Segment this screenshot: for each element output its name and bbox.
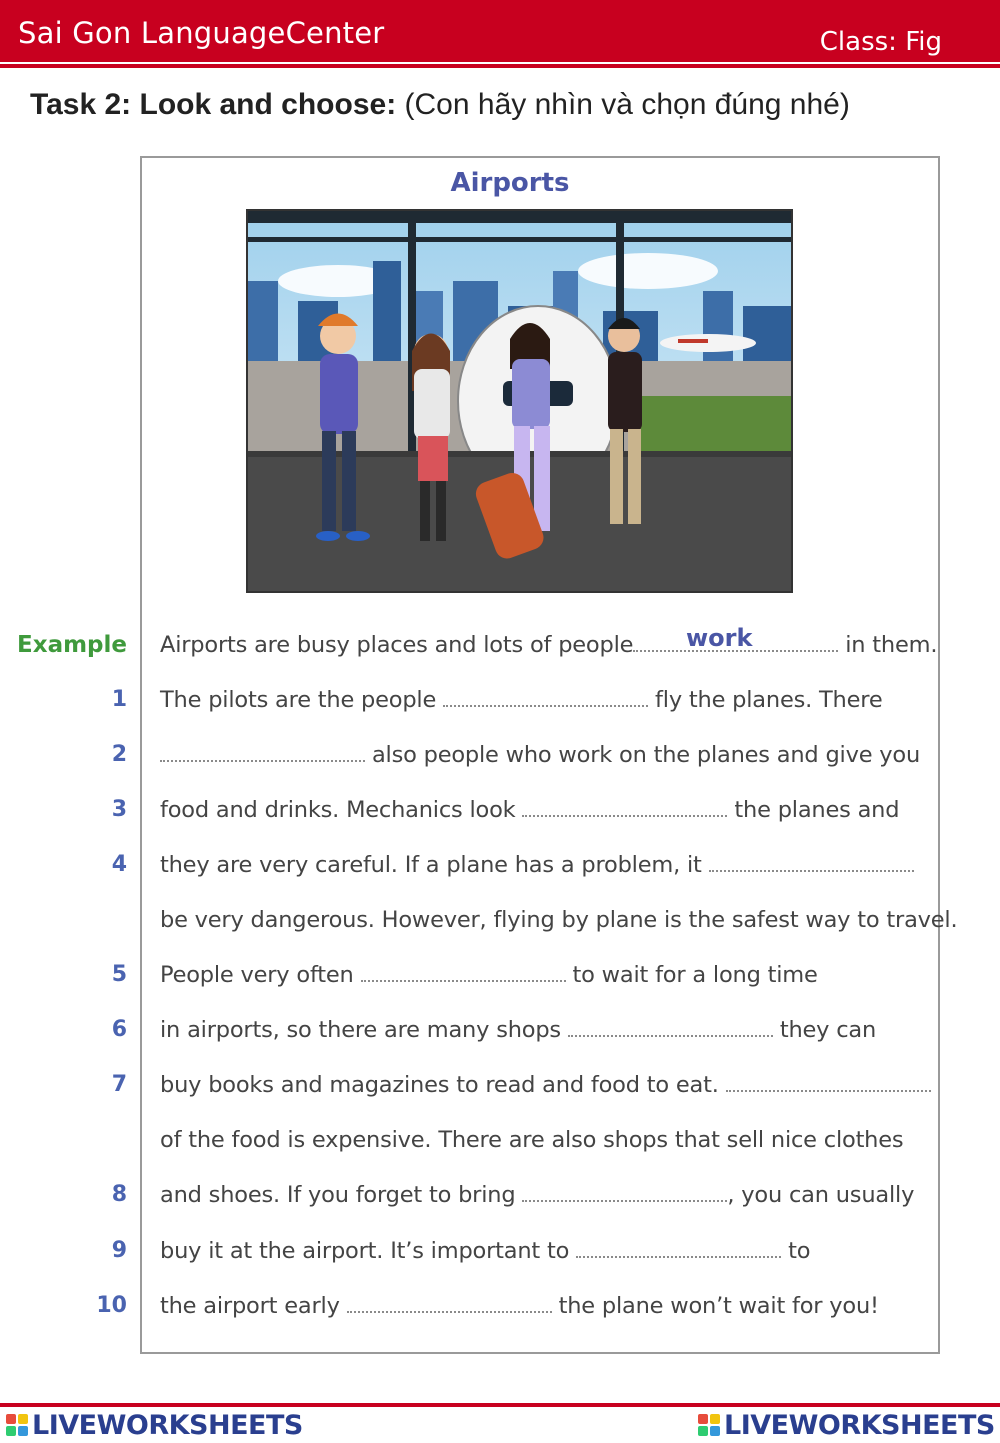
passage-text-before: The pilots are the people <box>160 687 444 713</box>
passage-text-after: they can <box>772 1017 877 1043</box>
passage-line <box>160 1293 879 1319</box>
passage-text-before: buy books and magazines to read and food to eat. <box>160 1072 726 1098</box>
passage-text-before: they are very careful. If a plane has a problem, it <box>160 852 709 878</box>
question-number: 9 <box>111 1238 127 1263</box>
passage-title: Airports <box>450 168 570 198</box>
header-divider <box>0 64 1000 68</box>
passage-line <box>160 852 914 878</box>
passage-text-after: , you can usually <box>727 1182 915 1208</box>
passage-text-after: the plane won’t wait for you! <box>551 1293 879 1319</box>
answer-blank[interactable] <box>709 854 914 872</box>
footer-brand-left <box>6 1408 303 1442</box>
task-title-instruction: (Con hãy nhìn và chọn đúng nhé) <box>396 88 850 121</box>
passage-line <box>160 907 957 933</box>
task-title-bold: Task 2: Look and choose: <box>30 88 397 121</box>
passage-text-before: the airport early <box>160 1293 347 1319</box>
passage-text-before: food and drinks. Mechanics look <box>160 797 523 823</box>
class-label: Class: Fig <box>819 27 942 57</box>
answer-blank[interactable] <box>160 744 365 762</box>
example-answer: work <box>686 624 753 652</box>
passage-text-before: buy it at the airport. It’s important to <box>160 1238 577 1264</box>
example-label: Example <box>17 632 127 658</box>
answer-blank[interactable] <box>443 689 648 707</box>
passage-text-after: to <box>781 1238 811 1264</box>
answer-blank[interactable] <box>726 1074 931 1092</box>
footer-brand-right <box>698 1408 995 1442</box>
answer-blank[interactable] <box>576 1240 781 1258</box>
passage-text-before: of the food is expensive. There are also shops that sell nice clothes <box>160 1127 904 1153</box>
passage-line <box>160 742 920 768</box>
question-number: 6 <box>111 1017 127 1042</box>
center-name: Sai Gon LanguageCenter <box>18 16 385 50</box>
passage-text-before: and shoes. If you forget to bring <box>160 1182 523 1208</box>
footer-brand-left-text: LIVEWORKSHEETS <box>32 1409 303 1441</box>
passage-line <box>160 1127 903 1153</box>
question-number: 7 <box>111 1072 127 1097</box>
answer-blank[interactable] <box>522 1184 727 1202</box>
passage-line <box>160 962 818 988</box>
airport-scene-image <box>248 211 791 591</box>
footer-divider <box>0 1403 1000 1407</box>
passage-line <box>160 1017 876 1043</box>
answer-blank[interactable] <box>568 1019 773 1037</box>
passage-line <box>160 1072 931 1098</box>
passage-text-after: in them. <box>838 632 938 658</box>
passage-line <box>160 687 882 713</box>
answer-blank[interactable] <box>347 1295 552 1313</box>
question-number: 3 <box>111 797 127 822</box>
passage-text-before: People very often <box>160 962 361 988</box>
passage-text-after: to wait for a long time <box>565 962 818 988</box>
question-number: 2 <box>111 742 127 767</box>
passage-line <box>160 1182 914 1208</box>
passage-text-before: Airports are busy places and lots of people <box>160 632 634 658</box>
passage-line <box>160 632 937 658</box>
question-number: 1 <box>111 687 127 712</box>
passage-text-after: fly the planes. There <box>648 687 883 713</box>
liveworksheets-logo-icon <box>698 1414 720 1436</box>
question-number: 10 <box>96 1293 127 1318</box>
question-number: 5 <box>111 962 127 987</box>
passage-text-before: in airports, so there are many shops <box>160 1017 568 1043</box>
passage-line <box>160 797 899 823</box>
passage-text-before: be very dangerous. However, flying by plane is the safest way to travel. <box>160 907 958 933</box>
footer-brand-right-text: LIVEWORKSHEETS <box>724 1409 995 1441</box>
answer-blank[interactable] <box>522 799 727 817</box>
answer-blank[interactable] <box>361 964 566 982</box>
question-number: 8 <box>111 1182 127 1207</box>
header-bar <box>0 0 1000 62</box>
passage-text-after: also people who work on the planes and give you <box>365 742 921 768</box>
airport-illustration <box>246 209 793 593</box>
liveworksheets-logo-icon <box>6 1414 28 1436</box>
passage-line <box>160 1238 810 1264</box>
passage-text-after: the planes and <box>727 797 900 823</box>
question-number: 4 <box>111 852 127 877</box>
task-title <box>30 88 850 122</box>
